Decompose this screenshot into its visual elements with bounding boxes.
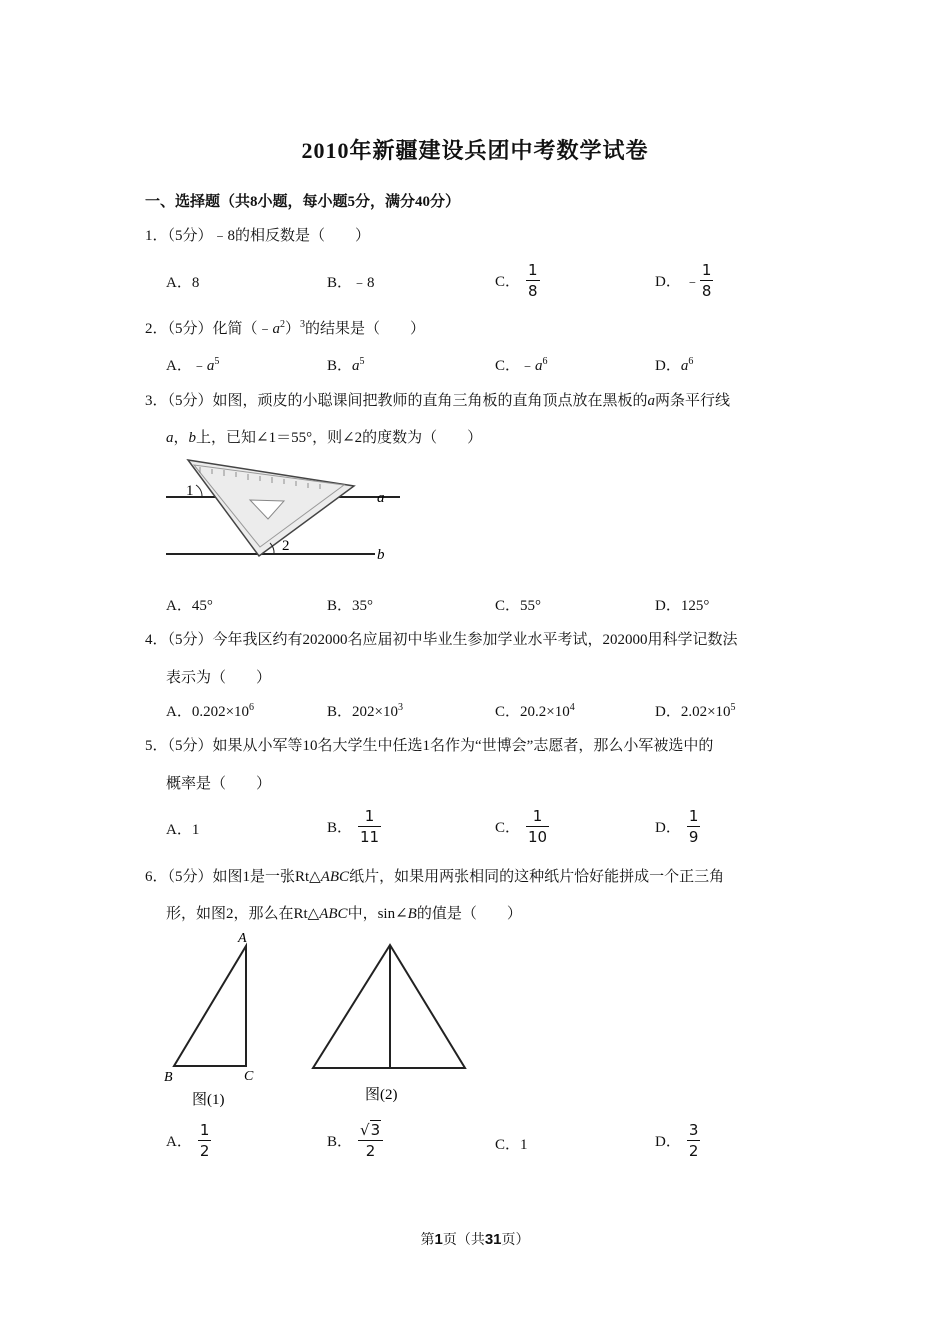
angle-2-label: 2 <box>282 538 290 554</box>
fraction: $\frac{1}{9}$ <box>688 807 699 846</box>
q4-option-d[interactable]: D．$2.02\times 10^5$ <box>655 702 736 720</box>
page-title: 2010年新疆建设兵团中考数学试卷 <box>301 138 649 163</box>
q1-option-d[interactable]: D． ﹣ $\frac{1}{8}$ <box>655 261 712 300</box>
angle-1-label: 1 <box>186 483 194 499</box>
question-3-stem-line2: a，b上，已知∠1＝55°，则∠2的度数为（ ） <box>166 430 483 446</box>
q6-option-d[interactable]: D． $\frac{3}{2}$ <box>655 1121 699 1160</box>
question-6-stem-line1: 6．（5分）如图1是一张Rt△ABC纸片，如果用两张相同的这种纸片恰好能拼成一个正三角 <box>145 869 725 885</box>
fraction: $\frac{1}{8}$ <box>528 261 538 300</box>
q1-option-b[interactable]: B．﹣8 <box>327 275 375 291</box>
q3-option-c[interactable]: C．55° <box>495 598 542 614</box>
vertex-b-label: B <box>164 1070 173 1085</box>
figure-1-caption: 图(1) <box>192 1092 225 1108</box>
vertex-a-label: A <box>238 931 247 946</box>
sqrt-icon: √ <box>360 1121 370 1139</box>
question-2-stem: 2．（5分）化简$(﹣a^2)^3$的结果是（ ） <box>145 319 426 337</box>
q3-figure-line-labels <box>370 485 400 565</box>
fraction-sqrt: $\frac{√3}{2}$ <box>358 1122 383 1159</box>
line-b-label: b <box>377 547 385 563</box>
q6-option-c[interactable]: C．1 <box>495 1137 528 1153</box>
q1-option-c[interactable]: C． $\frac{1}{8}$ <box>495 261 538 300</box>
q6-option-a[interactable]: A． $\frac{1}{2}$ <box>166 1121 210 1160</box>
line-a-label: a <box>377 490 385 506</box>
right-triangle-abc <box>174 946 246 1066</box>
q5-option-d[interactable]: D． $\frac{1}{9}$ <box>655 807 699 846</box>
current-page: 1 <box>434 1231 443 1248</box>
question-5-stem-line1: 5．（5分）如果从小军等10名大学生中任选1名作为“世博会”志愿者，那么小军被选中的 <box>145 738 714 754</box>
question-1-stem: 1．（5分）﹣8的相反数是（ ） <box>145 228 371 244</box>
fraction: $\frac{1}{8}$ <box>701 261 712 300</box>
vertex-c-label: C <box>244 1069 254 1084</box>
q6-figure-1-right-triangle <box>160 928 280 1113</box>
fraction: $\frac{1}{11}$ <box>360 807 380 846</box>
fraction: $\frac{1}{2}$ <box>199 1121 210 1160</box>
q5-option-b[interactable]: B． $\frac{1}{11}$ <box>327 807 380 846</box>
figure-2-caption: 图(2) <box>365 1087 398 1103</box>
q1-option-a[interactable]: A．8 <box>166 275 200 291</box>
q6-figure-2-equilateral-triangle <box>305 935 475 1110</box>
fraction: $\frac{3}{2}$ <box>688 1121 699 1160</box>
question-5-stem-line2: 概率是（ ） <box>166 776 272 792</box>
q3-option-a[interactable]: A．45° <box>166 598 213 614</box>
q3-option-d[interactable]: D．125° <box>655 598 710 614</box>
fraction: $\frac{1}{10}$ <box>528 807 548 846</box>
q5-option-a[interactable]: A．1 <box>166 822 200 838</box>
q2-option-c[interactable]: C．$﹣a^6$ <box>495 356 548 374</box>
angle-1-arc <box>196 485 202 497</box>
q6-option-b[interactable]: B． $\frac{√3}{2}$ <box>327 1122 383 1159</box>
page-footer: 第1页（共31页） <box>420 1231 530 1248</box>
q4-option-c[interactable]: C．$20.2\times 10^4$ <box>495 702 575 720</box>
q5-option-c[interactable]: C． $\frac{1}{10}$ <box>495 807 548 846</box>
q4-option-a[interactable]: A．$0.202\times 10^6$ <box>166 702 255 720</box>
q4-option-b[interactable]: B．$202\times 10^3$ <box>327 702 403 720</box>
q2-option-d[interactable]: D．$a^6$ <box>655 356 694 374</box>
question-3-stem-line1: 3．（5分）如图，顽皮的小聪课间把教师的直角三角板的直角顶点放在黑板的a两条平行线 <box>145 393 731 409</box>
q2-option-b[interactable]: B．$a^5$ <box>327 356 365 374</box>
q3-figure-triangle-ruler <box>160 455 400 565</box>
section-heading: 一、选择题（共8小题，每小题5分，满分40分） <box>145 194 461 210</box>
question-4-stem-line2: 表示为（ ） <box>166 670 272 686</box>
q3-option-b[interactable]: B．35° <box>327 598 374 614</box>
question-6-stem-line2: 形，如图2，那么在Rt△ABC中，sin∠B的值是（ ） <box>166 906 522 922</box>
question-4-stem-line1: 4．（5分）今年我区约有202000名应届初中毕业生参加学业水平考试，202000用科学记数法 <box>145 632 738 648</box>
total-pages: 31 <box>484 1231 502 1248</box>
q2-option-a[interactable]: A．$﹣a^5$ <box>166 356 220 374</box>
